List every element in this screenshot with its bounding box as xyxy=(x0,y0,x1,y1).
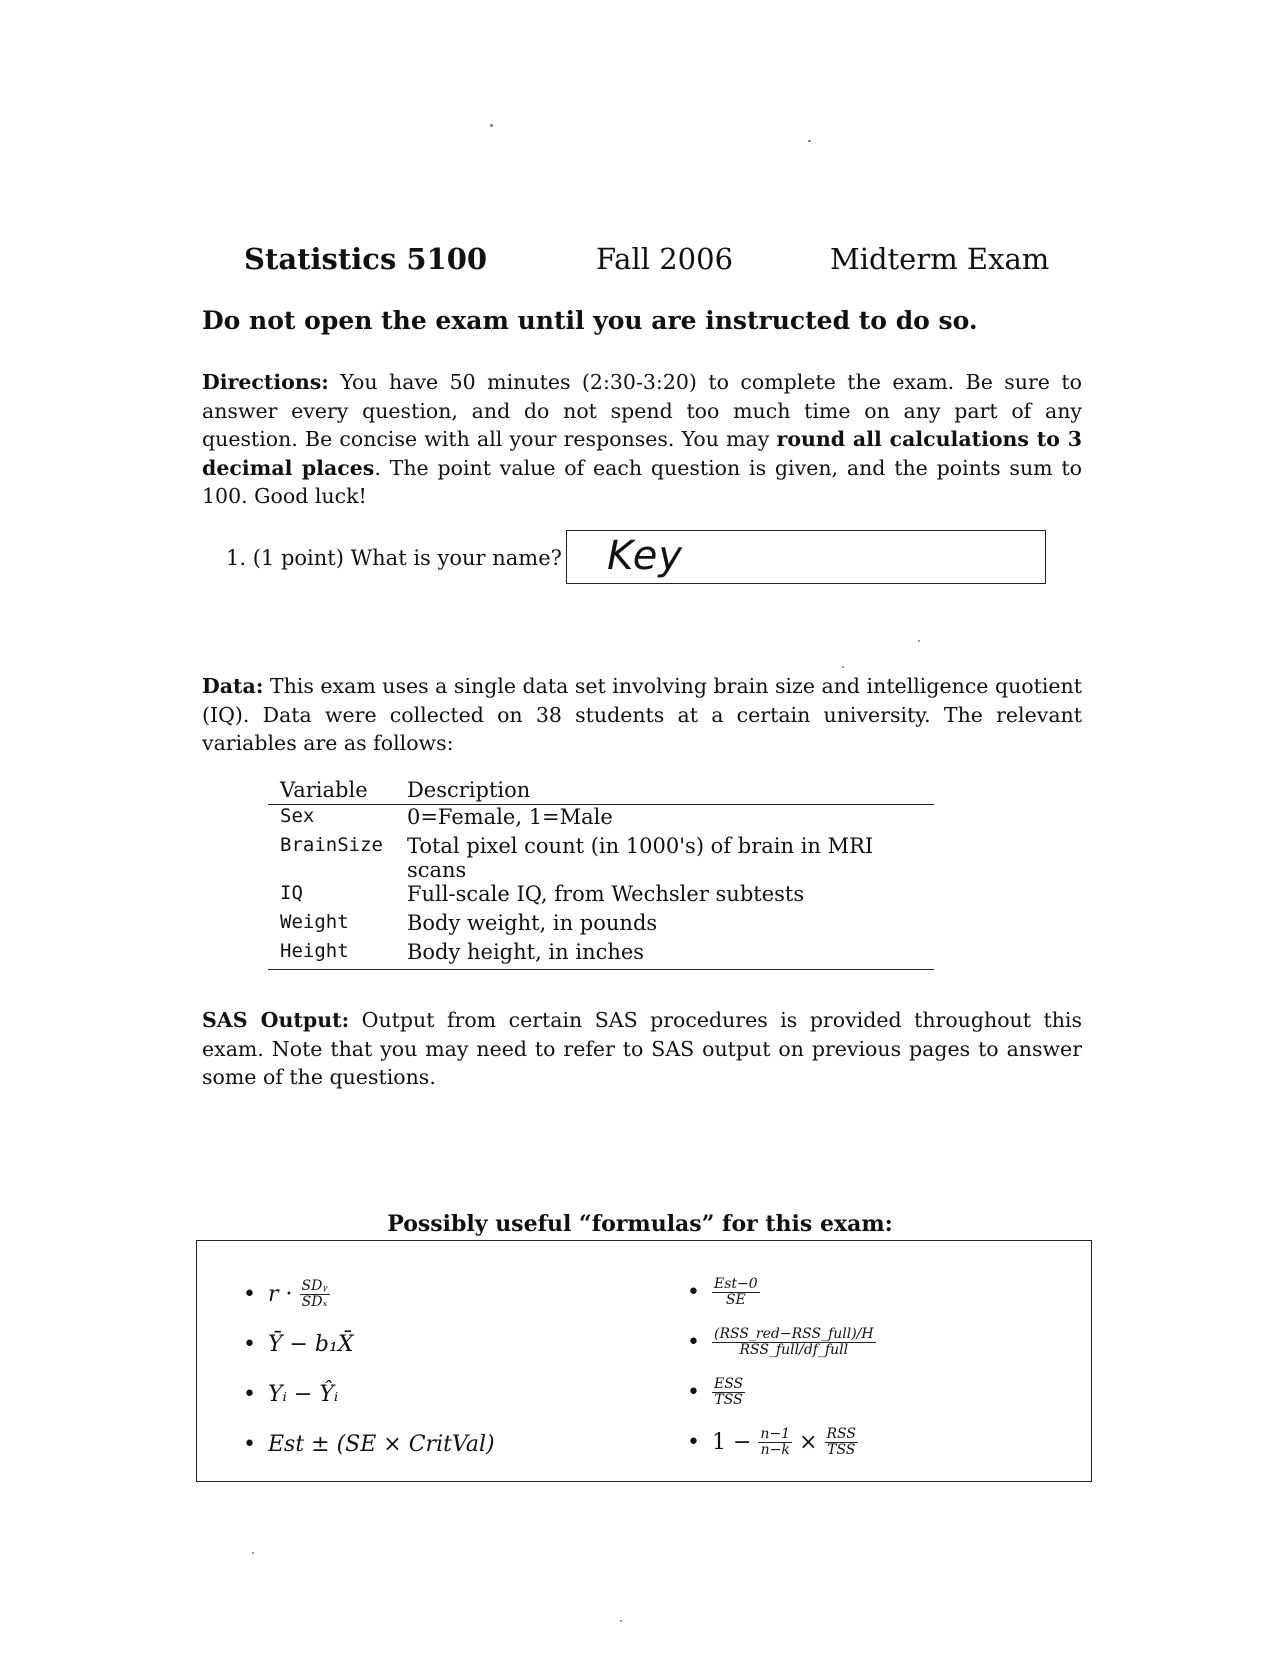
variable-description: Body weight, in pounds xyxy=(406,911,658,935)
fraction xyxy=(712,1377,745,1408)
sas-output-paragraph xyxy=(202,1006,1082,1092)
name-answer: Key xyxy=(607,533,684,579)
warning-heading: Do not open the exam until you are instructed to do so. xyxy=(202,306,978,335)
fraction xyxy=(758,1427,792,1458)
formulas-title: Possibly useful “formulas” for this exam: xyxy=(387,1211,893,1237)
table-row xyxy=(268,911,934,940)
table-row xyxy=(268,940,934,970)
table-header-row xyxy=(268,778,934,805)
variable-name: BrainSize xyxy=(280,834,383,856)
formulas-right-column xyxy=(687,1267,876,1467)
variable-name: Weight xyxy=(280,911,349,933)
sas-text: Output from certain SAS procedures is provided throughout this exam. Note that you may need to refer to SAS output on previous pages to answer some of the questions. xyxy=(202,1008,1082,1089)
formula-confidence-interval xyxy=(243,1419,495,1469)
directions-label: Directions: xyxy=(202,370,329,394)
times-sign: × xyxy=(799,1429,818,1455)
fraction-denominator: SDₓ xyxy=(301,1293,328,1310)
variable-description: 0=Female, 1=Male xyxy=(406,805,613,829)
course-title: Statistics 5100 xyxy=(244,242,488,276)
bullet-icon: • xyxy=(687,1379,700,1405)
variable-name: Sex xyxy=(280,805,315,827)
table-row xyxy=(268,805,934,835)
column-header: Description xyxy=(406,778,531,802)
bullet-icon: • xyxy=(687,1329,700,1355)
question-1-label: 1. (1 point) What is your name? xyxy=(226,546,562,570)
fraction-numerator: ESS xyxy=(713,1375,744,1392)
scan-speck xyxy=(620,1620,622,1622)
table-row xyxy=(268,834,934,882)
bullet-icon: • xyxy=(687,1279,700,1305)
fraction xyxy=(712,1277,760,1308)
formula-residual xyxy=(243,1369,495,1419)
formula-r-squared xyxy=(687,1367,876,1417)
directions-text-2: . The point value of each question is given, and the points sum to 100. Good luck! xyxy=(202,455,1082,508)
formulas-left-column xyxy=(243,1269,495,1469)
fraction-denominator: RSS_full/df_full xyxy=(739,1341,849,1358)
fraction-numerator: Est−0 xyxy=(713,1275,758,1292)
formula-text: Yᵢ − Ŷᵢ xyxy=(267,1381,339,1407)
fraction-denominator: TSS xyxy=(827,1441,856,1458)
fraction-numerator: SDᵧ xyxy=(301,1277,328,1294)
variable-name: Height xyxy=(280,940,349,962)
data-text: This exam uses a single data set involving brain size and intelligence quotient (IQ). Data were collected on 38 students at a certain university. The relevant variables are as follows: xyxy=(202,674,1082,755)
fraction-denominator: SE xyxy=(725,1291,746,1308)
variable-table xyxy=(268,778,934,970)
fraction-numerator: n−1 xyxy=(760,1425,791,1442)
data-paragraph xyxy=(202,672,1082,758)
column-header: Variable xyxy=(280,778,368,802)
formula-lead: 1 − xyxy=(711,1429,752,1455)
formula-text: Ȳ − b₁X̄ xyxy=(267,1331,354,1357)
formula-slope xyxy=(243,1269,495,1319)
bullet-icon: • xyxy=(243,1431,256,1457)
bullet-icon: • xyxy=(243,1331,256,1357)
bullet-icon: • xyxy=(243,1281,256,1307)
scan-speck xyxy=(842,666,844,668)
fraction-denominator: TSS xyxy=(714,1391,743,1408)
data-label: Data: xyxy=(202,674,264,698)
sas-label: SAS Output: xyxy=(202,1008,350,1032)
variable-description: Total pixel count (in 1000's) of brain in MRI scans xyxy=(406,834,874,882)
variable-description: Body height, in inches xyxy=(406,940,645,964)
directions-text-1: You have 50 minutes (2:30-3:20) to complete the exam. Be sure to answer every question, and do not spend too much time on any part of any question. Be concise with all your responses. You may xyxy=(202,370,1082,451)
formula-r: r · xyxy=(267,1281,293,1307)
scan-speck xyxy=(490,124,493,127)
bullet-icon: • xyxy=(687,1429,700,1455)
fraction-denominator: n−k xyxy=(760,1441,790,1458)
name-answer-box[interactable] xyxy=(566,530,1046,584)
fraction xyxy=(712,1327,876,1358)
fraction xyxy=(300,1279,330,1310)
formula-t-statistic xyxy=(687,1267,876,1317)
scan-speck xyxy=(918,640,920,642)
scan-speck xyxy=(252,1552,254,1554)
fraction-numerator: (RSS_red−RSS_full)/H xyxy=(713,1325,874,1342)
table-row xyxy=(268,882,934,911)
formula-text: Est ± (SE × CritVal) xyxy=(267,1431,495,1457)
exam-title: Midterm Exam xyxy=(830,242,1050,276)
formula-f-statistic xyxy=(687,1317,876,1367)
formulas-box xyxy=(196,1240,1092,1482)
fraction-numerator: RSS xyxy=(826,1425,856,1442)
directions-paragraph xyxy=(202,368,1082,511)
formula-adjusted-r-squared xyxy=(687,1417,876,1467)
variable-name: IQ xyxy=(280,882,303,904)
bullet-icon: • xyxy=(243,1381,256,1407)
directions-bold: round all calculations to 3 decimal places xyxy=(202,427,1082,480)
term: Fall 2006 xyxy=(596,242,734,276)
scan-speck xyxy=(808,140,811,142)
variable-description: Full-scale IQ, from Wechsler subtests xyxy=(406,882,805,906)
formula-intercept xyxy=(243,1319,495,1369)
fraction xyxy=(825,1427,858,1458)
